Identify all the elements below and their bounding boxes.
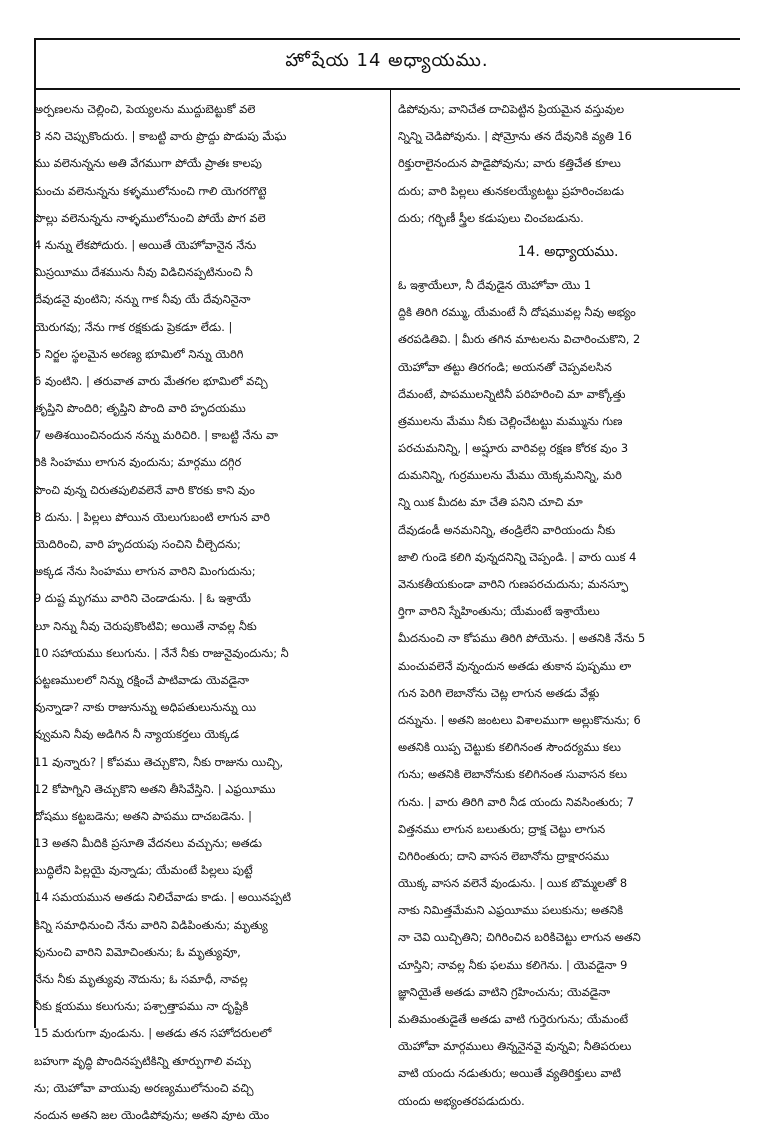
text-line: బుద్ధిలేని పిల్లయై వున్నాడు; యేమంటే పిల్లలు పుట్టే bbox=[34, 863, 253, 878]
text-line: తృప్తిని పొందిరి; తృప్తిని పొంది వారి హృదయము bbox=[34, 401, 246, 416]
text-line: యందు అభ్యంతరపడుదురు. bbox=[398, 1093, 525, 1108]
text-line: దేవుడనై వుంటిని; నన్ను గాక నీవు యే దేవునినైనా bbox=[34, 292, 251, 307]
text-line: 6 వుంటిని. | తరువాత వారు మేతగల భూమిలో వచ్చి bbox=[34, 373, 268, 388]
text-line: లూ నిన్ను నీవు చెరుపుకొంటివి; అయితే నావల్ల నీకు bbox=[34, 618, 257, 633]
text-line: 12 కోపాగ్నిని తెచ్చుకొని అతని తీసివేస్తిని. | ఎఫ్రయీము bbox=[34, 781, 276, 796]
text-line: కిన్ని సమాధినుంచి నేను వారిని విడిపింతును; మృత్యు bbox=[34, 917, 268, 932]
text-line: వున్నాడా? నాకు రాజునున్ను అధిపతులునున్ను యి bbox=[34, 700, 257, 715]
text-line: 9 దుష్ట మృగము వారిని చెండాడును. | ఓ ఇశ్రాయే bbox=[34, 591, 251, 606]
text-line: వ్వుమని నీవు అడిగిన నీ న్యాయకర్తలు యెక్కడ bbox=[34, 727, 239, 742]
text-line: తరపడితివి. | మీరు తగిన మాటలను విచారించుకొని, 2 bbox=[398, 332, 641, 347]
text-line: 15 మరుగుగా వుండును. | అతడు తన సహోదరులలో bbox=[34, 1026, 272, 1041]
text-line: న్నిన్ని చెడిపోవును. | షోమ్రోను తన దేవునికి వ్యతి 16 bbox=[398, 129, 632, 144]
left-text-column bbox=[34, 96, 376, 1129]
text-line: గును. | వారు తిరిగి వారి నీడ యందు నివసింతురు; 7 bbox=[398, 794, 634, 809]
text-line: 5 నిర్జల స్థలమైన అరణ్య భూమిలో నిన్ను యెరిగి bbox=[34, 346, 244, 361]
text-line: నా చెవి యిచ్చితిని; చిగిరించిన బరికిచెట్టు లాగున అతని bbox=[398, 930, 641, 945]
text-line: దురు; వారి పిల్లలు తునకలయ్యేటట్టు ప్రహరించబడు bbox=[398, 183, 624, 198]
text-line: వెనుకతీయకుండా వారిని గుణపరచుదును; మనస్ఫూ bbox=[398, 577, 629, 591]
text-line: మిస్రయీము దేశమును నీవు విడిచినప్పటినుంచి నీ bbox=[34, 265, 253, 280]
text-line: వాటి యందు నడుతురు; అయితే వ్యతిరిక్తులు వాటి bbox=[398, 1066, 622, 1081]
page-header-title: హోషేయ 14 అధ్యాయము. bbox=[285, 50, 489, 71]
right-column-continuation bbox=[398, 96, 738, 232]
text-line: ము వలెనున్నను అతి వేగముగా పోయే ప్రాతః కాలపు bbox=[34, 156, 262, 171]
text-line: పరచుమనిన్ని, | అష్షూరు వారివల్ల రక్షణ కోరక వుం 3 bbox=[398, 441, 629, 456]
text-line: యెహోవా తట్టు తిరగండి; అయనతో చెప్పవలసిన bbox=[398, 359, 612, 374]
text-line: మీదనుంచి నా కోపము తిరిగి పోయెను. | అతనికి నేను 5 bbox=[398, 631, 646, 646]
top-rule bbox=[34, 38, 740, 40]
text-line: 4 నున్ను లేకపోదురు. | అయితే యెహోవానైన నేను bbox=[34, 237, 257, 252]
text-line: అర్పణలను చెల్లించి, పెయ్యలను ముద్దుబెట్టుకో వలె bbox=[34, 102, 256, 116]
text-line: మంచువలెనే వున్నందున అతడు తుకాన పుష్పము లా bbox=[398, 658, 632, 673]
text-line: జాలి గుండె కలిగి వున్నదనిన్ని చెప్పండి. | వారు యిక 4 bbox=[398, 549, 637, 564]
text-line: దేమంటే, పాపములన్నిటినీ పరిహరించి మా వాక్కోత్తు bbox=[398, 386, 626, 401]
text-line: దన్నును. | అతని జంటలు విశాలముగా అల్లుకొనును; 6 bbox=[398, 712, 641, 727]
right-text-column bbox=[398, 96, 738, 1115]
text-line: 7 అతిశయించినందున నన్ను మరిచిరి. | కాబట్టి నేను వా bbox=[34, 428, 278, 443]
text-line: గును; అతనికి లెబానోనుకు కలిగినంత సువాసన కలు bbox=[398, 767, 628, 782]
text-line: 11 వున్నారు? | కోపము తెచ్చుకొని, నీకు రాజును యిచ్చి, bbox=[34, 754, 284, 769]
text-line: విత్తనము లాగున బలుతురు; ద్రాక్ష చెట్టు లాగున bbox=[398, 821, 606, 836]
text-line: ద్దికి తిరిగి రమ్ము, యేమంటే నీ దోషమువల్ల నీవు అభ్యం bbox=[398, 305, 636, 320]
text-line: పొంచి వున్న చిరుతపులివలెనే వారి కొరకు కాని వుం bbox=[34, 482, 255, 497]
text-line: నాకు నిమిత్తమేమని ఎఫ్రయీము పలుకును; అతనికి bbox=[398, 903, 624, 918]
text-line: యెరుగవు; నేను గాక రక్షకుడు ప్రెకడూ లేడు. | bbox=[34, 319, 233, 334]
text-line: పట్టణములలో నిన్ను రక్షించే పాటివాడు యెవడైనా bbox=[34, 672, 249, 687]
text-line: రిక్తురాలైనందున పాడైపోవును; వారు కత్తిచేత కూలు bbox=[398, 156, 621, 171]
text-line: 8 దును. | పిల్లలు పోయిన యెలుగుబంటి లాగున వారి bbox=[34, 509, 270, 524]
text-line: 14 సమయమున అతడు నిలిచేవాడు కాడు. | అయినప్పటి bbox=[34, 890, 292, 905]
text-line: చూస్తిని; నావల్ల నీకు ఫలము కలిగెను. | యెవడైనా 9 bbox=[398, 957, 628, 972]
text-line: 10 సహాయము కలుగును. | నేనే నీకు రాజునైవుందును; నీ bbox=[34, 645, 289, 660]
text-line: యొక్క వాసన వలెనే వుండును. | యిక బొమ్మలతో 8 bbox=[398, 876, 628, 891]
text-line: దురు; గర్భిణీ స్త్రీల కడుపులు చించబడును. bbox=[398, 210, 584, 225]
text-line: త్రములను మేము నీకు చెల్లించేటట్టు మమ్మును గుణ bbox=[398, 413, 623, 428]
text-line: జ్ఞానియైతే అతడు వాటిని గ్రహించును; యెవడైనా bbox=[398, 984, 611, 999]
text-line: పొల్లు వలెనున్నను నాళ్ళములోనుంచి పోయే పొగ వలె bbox=[34, 210, 266, 225]
header-rule bbox=[34, 88, 740, 90]
text-line: యెదిరించి, వారి హృదయపు సంచిని చీల్చెదను; bbox=[34, 537, 241, 551]
scripture-page bbox=[14, 10, 750, 1122]
text-line: వునుంచి వారిని విమోచింతును; ఓ మృత్యువూ, bbox=[34, 944, 241, 959]
text-line: 3 నని చెప్పుకొందురు. | కాబట్టి వారు ప్రొద్దు పొడుపు మేఘ bbox=[34, 129, 287, 144]
text-line: నందున అతని జల యెండిపోవును; అతని వూట యెం bbox=[34, 1107, 270, 1122]
text-line: డిపోవును; వానిచేత దాచిపెట్టిన ప్రియమైన వస్తువుల bbox=[398, 102, 625, 116]
text-line: న్ని యిక మీదట మా చేతి పనిని చూచి మా bbox=[398, 495, 583, 510]
text-line: నేను నీకు మృత్యువు నౌదును; ఓ సమాధీ, నావల్ల bbox=[34, 972, 248, 986]
text-line: దోషము కట్టబడెను; అతని పాపము దాచబడెను. | bbox=[34, 808, 252, 823]
text-line: అక్కడ నేను సింహము లాగున వారిని మింగుదును; bbox=[34, 564, 256, 579]
text-line: అతనికి యిప్ప చెట్టుకు కలిగినంత సౌందర్యము కలు bbox=[398, 740, 621, 755]
text-line: దుమనిన్ని, గుర్రములను మేము యెక్కమనిన్ని, మరి bbox=[398, 468, 622, 483]
right-column-chapter-text bbox=[398, 272, 738, 1115]
text-line: నీకు క్షయము కలుగును; పశ్చాత్తాపము నా దృష్టికి bbox=[34, 999, 249, 1014]
chapter-heading: 14. అధ్యాయము. bbox=[517, 243, 619, 260]
column-divider bbox=[390, 88, 391, 1028]
text-line: రికి సింహము లాగున వుందును; మార్గము దగ్గిర bbox=[34, 455, 242, 470]
text-line: ను; యెహోవా వాయువు అరణ్యములోనుంచి వచ్చి bbox=[34, 1080, 254, 1095]
text-line: చిగిరింతురు; దాని వాసన లెబానోను ద్రాక్షారసము bbox=[398, 848, 610, 863]
text-line: మతిమంతుడైతే అతడు వాటి గుర్తెరుగును; యేమంటే bbox=[398, 1012, 629, 1026]
text-line: ఓ ఇశ్రాయేలూ, నీ దేవుడైన యెహోవా యొ 1 bbox=[398, 277, 592, 292]
text-line: మంచు వలెనున్నను కళ్ళములోనుంచి గాలి యెగరగొట్టె bbox=[34, 183, 267, 198]
text-line: దేవుడండీ అనమనిన్ని, తండ్రిలేని వారియందు నీకు bbox=[398, 522, 616, 537]
text-line: యెహోవా మార్గములు తిన్ననైనవై వున్నవి; నీతిపరులు bbox=[398, 1039, 632, 1054]
text-line: బహుగా వృద్ధి పొందినప్పటికిన్ని తూర్పుగాలి వచ్చు bbox=[34, 1053, 251, 1068]
text-line: 13 అతని మీదికి ప్రసూతి వేదనలు వచ్చును; అతడు bbox=[34, 836, 262, 851]
text-line: ర్తిగా వారిని స్నేహింతును; యేమంటే ఇశ్రాయేలు bbox=[398, 604, 600, 619]
text-line: గున పెరిగి లెబానోను చెట్ల లాగున అతడు వేళ్లు bbox=[398, 685, 600, 700]
